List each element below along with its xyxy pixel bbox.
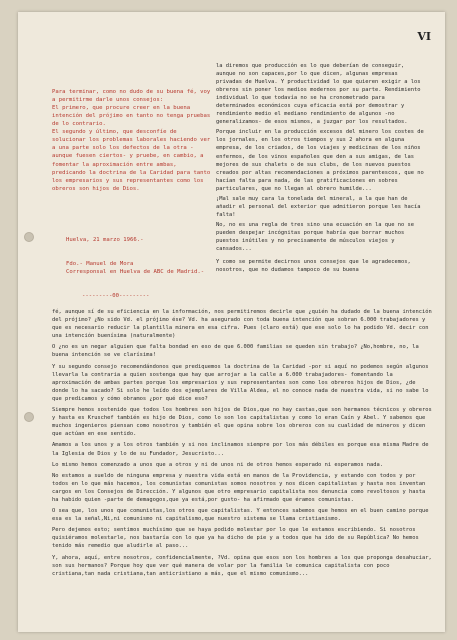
right-paragraph: ¡Mal sale muy cara la tonelada del mineral, a la que han de añadir el personal del exterior que admitieron porque les hacía falta! <box>216 195 421 218</box>
date-line: Huelva, 21 marzo 1966.- <box>66 236 144 243</box>
body-paragraph: Amamos a los unos y a los otros también y si nos inclinamos siempre por los más débiles es porque esa misma Madre de la Iglesia de Dios y lo de su Fundador, Jesucristo... <box>52 442 429 457</box>
body-paragraph: Lo mismo hemos comenzado a unos que a otros y ni de unos ni de otros hemos esperado ni esperamos nada. <box>52 461 384 468</box>
body-paragraph: O sea que, los unos que comunistas,los otros que capitalistas. Y entonces sabemos que hemos en el buen camino porque esa es la señal,Ni,ni comunismo ni capitalismo,que nuestro sistema se llama cristianismo. <box>52 508 429 523</box>
body-paragraph: fé, aunque sí de su eficiencia en la información, nos permitiremos decirle que ¿quién ha dudado de la buena intención del prójimo? ¿No sido Vd. el prójimo ése? Vd. ha asegurado con toda buena intención que sobran 6.000 trabajadores y que es necesario reducir la plantilla minera en esa cifra. Pues (claro está) que ese solo lo ha podido Vd. decir con una intención buenísima (naturalmente) <box>52 309 432 340</box>
right-paragraph: No, no es una regla de tres sino una ecuación en la que no se pueden despejar incógnitas porque habría que borrar muchos puestos inútiles y no precisamente de músculos viejos y cansados... <box>216 221 414 253</box>
body-paragraph: Y su segundo consejo recomendándonos que prediquemos la doctrina de la Caridad -por si aquí no podemos según algunos llevarla la contraria a quien sostenga que hay que arrojar a la calle a 6.000 trabajadores- fomentando la aproximación de ambas partes porque los empresarios y sus representantes son como los obreros hijos de Dios, ¿de donde lo ha sacado? Si solo he leído dos ejemplares de Villa Aldea, el no conoce nada de nuestra vida, si no sabe lo que predicamos y cómo obramos ¿por qué dice eso? <box>52 363 429 402</box>
body-paragraph: Siempre hemos sostenido que todos los hombres son hijos de Dios,que no hay castas,que son hermanos técnicos y obreros y hasta es Kruschef también es hijo de Dios, como lo son los capitalistas y como lo eran Caín y Abel. Y sabemos que muchos ingenieros piensan como nosotros y también el que opina sobre los obreros con su cualidad de mineros y dicen que actúan en ese sentido. <box>52 407 432 438</box>
right-paragraph: la diremos que producción es lo que deberían de conseguir, aunque no son capaces,por lo que dicen, algunas empresas privadas de Huelva. Y productividad lo que quieren exigir a los obreros sin poner los medios modernos por su parte. Rendimiento individual lo que todavía no se ha cronometrado para determinados económicos cuya eficacia está por demostrar y rendimiento medio el mediano rendimiento de algunos -no generalizamos- de esos mismos, a juzgar por los resultados. <box>216 63 421 126</box>
body-paragraph: Y, ahora, aquí, entre nosotros, confidencialmente, ?Vd. opina que esos son los hombres a los que proponga desahuciar, son sus hermanos? Porque hoy que ver qué manera de volar por la familia le comunica capitalista con poco cristiana,tan nada cristiana,tan anticristiano a más, que el mismo comunismo... <box>52 554 432 577</box>
right-paragraph: Y como se permite decirnos unos consejos que le agradecemos, nosotros, que no dudamos tampoco de su buena <box>216 259 411 274</box>
right-column-text <box>216 62 426 276</box>
body-paragraph: No estamos a sueldo de ninguna empresa y nuestra vida está en manos de la Providencia, y estando con todos y por todos en lo que más hacemos, los comunistas comunistas somos nosotros y nos dicen capitalistas y hasta nos inventan cargos en los Consejos de Dirección. Y algunos que otro empresario capitalista nos denuncia como revoltosos y hasta ha habido quien -parte de demagogos,que ya está,por gusto- ha afirmado que éramos comunistas. <box>52 472 426 503</box>
body-paragraph: O ¿no es un negar alguien que falta bondad en eso de que 6.000 familias se queden sin trabajo? ¿No,hombre, no, la buena intención se ve clarísima! <box>52 344 419 359</box>
punch-hole <box>24 232 34 242</box>
full-width-text <box>52 308 432 578</box>
punch-hole <box>24 412 34 422</box>
separator: ---------00--------- <box>82 293 150 300</box>
signature: Fdo.- Manuel de Mora Corresponsal en Huelva de ABC de Madrid.- <box>66 261 205 276</box>
body-paragraph: Pero dejemos esto; sentimos muchísimo que se haya podido molestar por lo que le estamos escribiendo. Si nosotros quisiéramos molestarle, nos bastaría con lo que ya ha dicho de pie y a todos que ha ido de su República? No hemos tenido más remedio que aludirle al paso... <box>52 527 419 550</box>
right-paragraph: Porque incluir en la producción excesos del minero los costes de los jornales, en los otros tiempos y sus 2 ahora en alguna empresa, de los criados, de los viajes y medicinas de los niños enfermos, de los vinos españoles que den a sus amigas, de las mejores de sus chalets o de sus clubs, de los nuevos puestos creados por altas recomendaciones a próximos parentescos, que no hacían falta para nada, de las gratificaciones en sobres particulares, que no llegan al obrero humilde... <box>216 129 424 192</box>
left-column-advice <box>52 72 212 316</box>
document-page <box>18 12 445 632</box>
page-number: VI <box>417 30 431 43</box>
advice-paragraph: Para terminar, como no dudo de su buena fé, voy a permitirme darle unos consejos: El primero, que procure creer en la buena intención del prójimo en tanto no tenga pruebas de lo contrario. El segundo y último, que desconfíe de solucionar los problemas laborales haciendo ver a una parte solo los defectos de la otra -aunque fuesen ciertos- y pruebe, en cambio, a fomentar la aproximación entre ambas, predicando la doctrina de la Caridad para tanto los empresarios y sus representantes como los obreros son hijos de Dios. <box>52 89 211 192</box>
